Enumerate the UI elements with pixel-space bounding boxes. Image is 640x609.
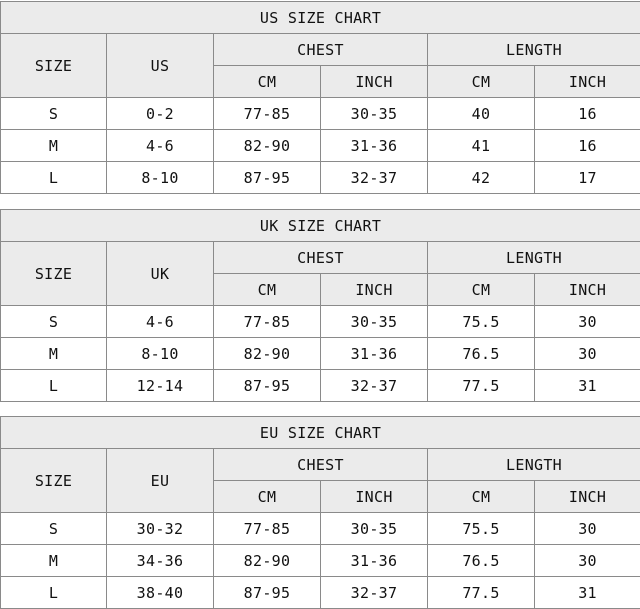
length-inch-cell: 16	[535, 130, 640, 162]
region-size-cell: 38-40	[107, 577, 214, 609]
eu-chart-title: EU SIZE CHART	[1, 417, 640, 449]
table-row	[1, 577, 640, 609]
length-header: LENGTH	[428, 449, 640, 481]
chest-cm-header: CM	[214, 274, 321, 306]
chest-inch-header: INCH	[321, 274, 428, 306]
table-row	[1, 130, 640, 162]
chest-inch-header: INCH	[321, 481, 428, 513]
length-cm-header: CM	[428, 66, 535, 98]
chest-inch-header: INCH	[321, 66, 428, 98]
table-row	[1, 513, 640, 545]
chest-cm-cell: 87-95	[214, 577, 321, 609]
chest-header: CHEST	[214, 242, 428, 274]
size-header: SIZE	[1, 242, 107, 306]
chest-cm-cell: 82-90	[214, 338, 321, 370]
length-inch-cell: 30	[535, 513, 640, 545]
uk-size-chart	[0, 209, 640, 402]
uk-chart-title: UK SIZE CHART	[1, 210, 640, 242]
chest-cm-cell: 87-95	[214, 162, 321, 194]
region-size-cell: 34-36	[107, 545, 214, 577]
chest-header: CHEST	[214, 34, 428, 66]
size-header: SIZE	[1, 34, 107, 98]
size-cell: M	[1, 130, 107, 162]
size-header: SIZE	[1, 449, 107, 513]
us-header: US	[107, 34, 214, 98]
chest-cm-cell: 87-95	[214, 370, 321, 402]
region-size-cell: 12-14	[107, 370, 214, 402]
us-size-table	[0, 1, 640, 194]
chest-cm-cell: 82-90	[214, 545, 321, 577]
length-cm-header: CM	[428, 274, 535, 306]
length-inch-header: INCH	[535, 66, 640, 98]
length-cm-cell: 42	[428, 162, 535, 194]
size-cell: M	[1, 545, 107, 577]
length-header: LENGTH	[428, 242, 640, 274]
chest-inch-cell: 32-37	[321, 162, 428, 194]
chest-cm-cell: 82-90	[214, 130, 321, 162]
length-header: LENGTH	[428, 34, 640, 66]
chest-inch-cell: 32-37	[321, 577, 428, 609]
region-size-cell: 4-6	[107, 306, 214, 338]
chest-inch-cell: 30-35	[321, 513, 428, 545]
table-row	[1, 306, 640, 338]
length-inch-header: INCH	[535, 481, 640, 513]
table-row	[1, 98, 640, 130]
size-cell: S	[1, 513, 107, 545]
length-cm-cell: 40	[428, 98, 535, 130]
table-row	[1, 545, 640, 577]
length-cm-cell: 76.5	[428, 545, 535, 577]
length-cm-cell: 76.5	[428, 338, 535, 370]
length-cm-cell: 77.5	[428, 370, 535, 402]
size-cell: S	[1, 98, 107, 130]
length-cm-cell: 75.5	[428, 306, 535, 338]
length-inch-cell: 30	[535, 545, 640, 577]
region-size-cell: 0-2	[107, 98, 214, 130]
table-row	[1, 338, 640, 370]
table-row	[1, 370, 640, 402]
size-cell: S	[1, 306, 107, 338]
region-size-cell: 30-32	[107, 513, 214, 545]
uk-header: UK	[107, 242, 214, 306]
length-inch-cell: 16	[535, 98, 640, 130]
length-inch-cell: 17	[535, 162, 640, 194]
size-cell: L	[1, 162, 107, 194]
chest-inch-cell: 31-36	[321, 338, 428, 370]
length-inch-header: INCH	[535, 274, 640, 306]
size-cell: M	[1, 338, 107, 370]
eu-header: EU	[107, 449, 214, 513]
length-cm-cell: 75.5	[428, 513, 535, 545]
chest-inch-cell: 30-35	[321, 306, 428, 338]
eu-size-chart	[0, 416, 640, 609]
chest-cm-cell: 77-85	[214, 98, 321, 130]
length-cm-header: CM	[428, 481, 535, 513]
length-inch-cell: 31	[535, 577, 640, 609]
length-cm-cell: 77.5	[428, 577, 535, 609]
chest-cm-cell: 77-85	[214, 306, 321, 338]
size-cell: L	[1, 577, 107, 609]
chest-cm-cell: 77-85	[214, 513, 321, 545]
size-cell: L	[1, 370, 107, 402]
length-inch-cell: 31	[535, 370, 640, 402]
chest-inch-cell: 32-37	[321, 370, 428, 402]
chest-inch-cell: 30-35	[321, 98, 428, 130]
us-size-chart	[0, 1, 640, 194]
chest-cm-header: CM	[214, 481, 321, 513]
length-cm-cell: 41	[428, 130, 535, 162]
table-row	[1, 162, 640, 194]
chest-inch-cell: 31-36	[321, 130, 428, 162]
region-size-cell: 4-6	[107, 130, 214, 162]
chest-cm-header: CM	[214, 66, 321, 98]
chest-inch-cell: 31-36	[321, 545, 428, 577]
chest-header: CHEST	[214, 449, 428, 481]
eu-size-table	[0, 416, 640, 609]
us-chart-title: US SIZE CHART	[1, 2, 640, 34]
region-size-cell: 8-10	[107, 338, 214, 370]
uk-size-table	[0, 209, 640, 402]
length-inch-cell: 30	[535, 338, 640, 370]
region-size-cell: 8-10	[107, 162, 214, 194]
length-inch-cell: 30	[535, 306, 640, 338]
